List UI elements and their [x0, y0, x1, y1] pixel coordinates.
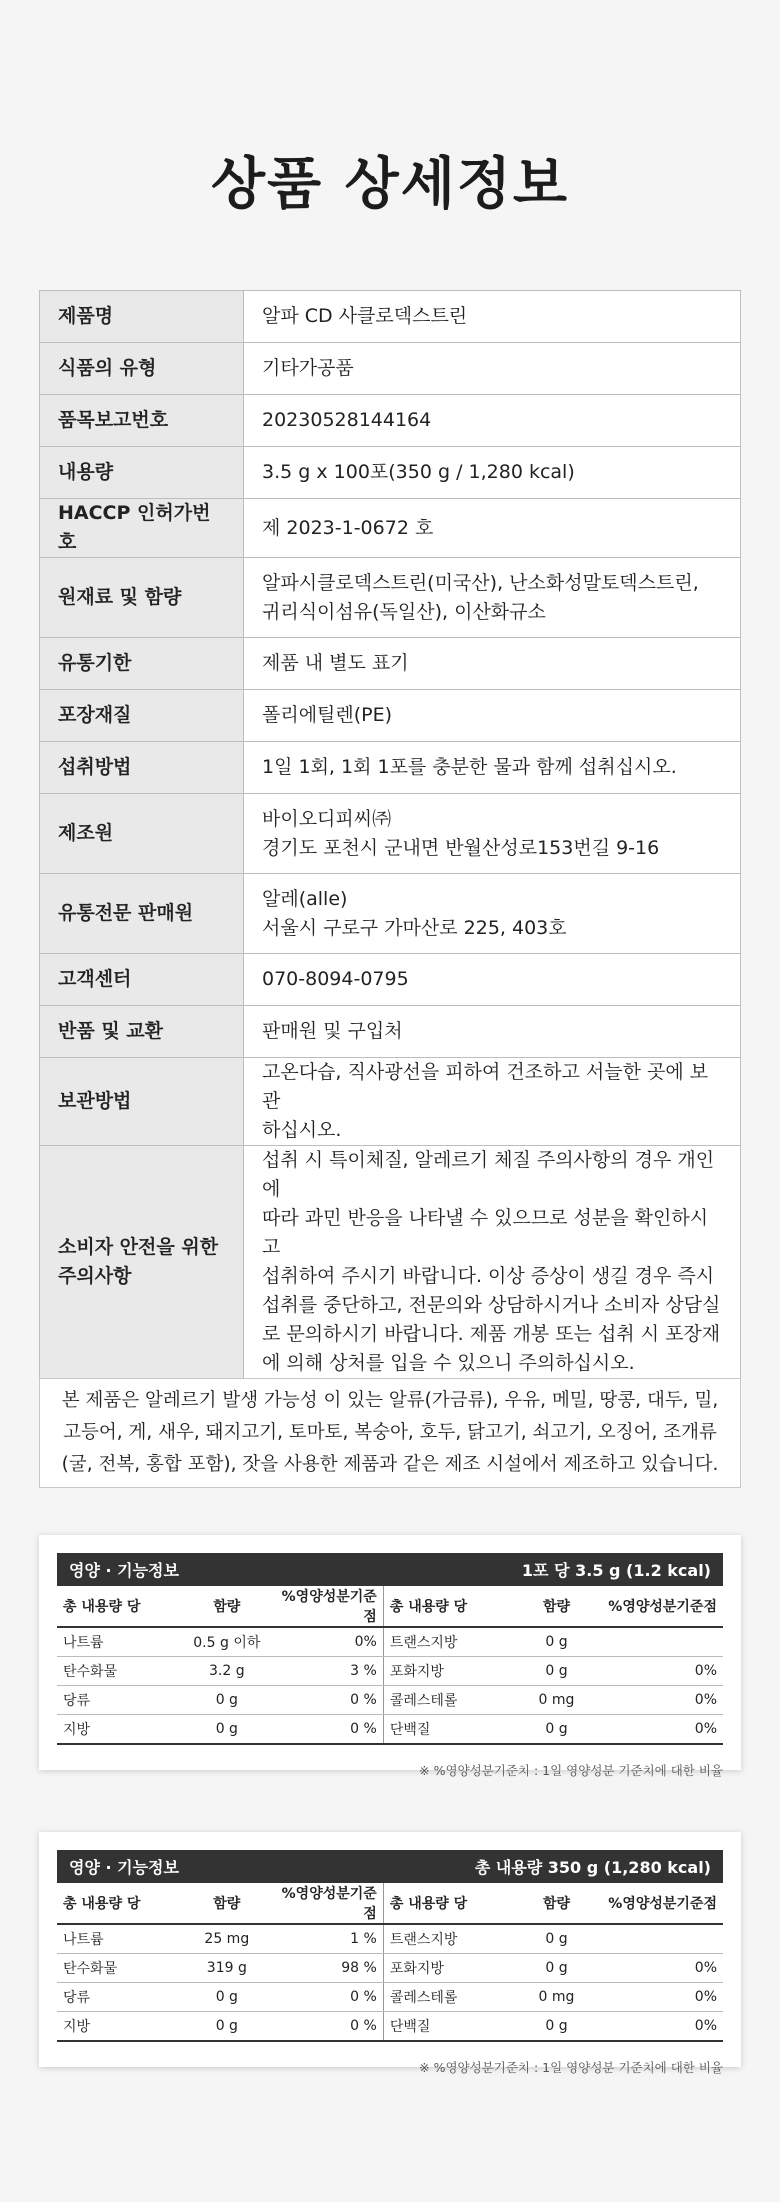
spec-label: 섭취방법 [40, 742, 244, 794]
spec-label: 보관방법 [40, 1058, 244, 1146]
nutrition-header [57, 1553, 723, 1586]
spec-row [40, 558, 741, 638]
nutrition-column-header: 총 내용량 당 [383, 1883, 516, 1924]
nutrition-cell: 3.2 g [184, 1657, 271, 1686]
spec-row [40, 447, 741, 499]
nutrition-cell: 0 g [517, 1715, 597, 1745]
nutrition-column-header: %영양성분기준점 [596, 1586, 723, 1627]
nutrition-column-header: 총 내용량 당 [57, 1883, 184, 1924]
nutrition-cell: 포화지방 [383, 1657, 516, 1686]
nutrition-column-header: %영양성분기준점 [596, 1883, 723, 1924]
spec-value-line: 에 의해 상처를 입을 수 있으니 주의하십시오. [262, 1352, 635, 1374]
nutrition-cell: 98 % [270, 1954, 383, 1983]
nutrition-cell: 단백질 [383, 2012, 516, 2042]
nutrition-row [57, 2012, 723, 2042]
spec-value [244, 690, 741, 742]
spec-value-line: 070-8094-0795 [262, 968, 409, 990]
nutrition-cell: 0 g [184, 1686, 271, 1715]
spec-value-line: 섭취하여 주시기 바랍니다. 이상 증상이 생길 경우 즉시 [262, 1265, 715, 1287]
spec-row [40, 499, 741, 558]
notice-line: 고등어, 게, 새우, 돼지고기, 토마토, 복숭아, 호두, 닭고기, 쇠고기, 오징어, 조개류 [63, 1422, 717, 1443]
nutrition-column-header: %영양성분기준점 [270, 1883, 383, 1924]
nutrition-cell: 0 g [184, 1715, 271, 1745]
nutrition-column-header: 총 내용량 당 [383, 1586, 516, 1627]
nutrition-cell: 0 g [184, 1983, 271, 2012]
nutrition-cell: 0 g [517, 1657, 597, 1686]
nutrition-cell: 0 g [184, 2012, 271, 2042]
spec-value [244, 874, 741, 954]
spec-value-line: 바이오디피씨㈜ [262, 807, 392, 830]
spec-value-line: 따라 과민 반응을 나타낼 수 있으므로 성분을 확인하시고 [262, 1207, 709, 1258]
spec-value-line: 제 2023-1-0672 호 [262, 516, 434, 539]
spec-label: 내용량 [40, 447, 244, 499]
nutrition-cell: 탄수화물 [57, 1954, 184, 1983]
nutrition-cell: 0 g [517, 2012, 597, 2042]
nutrition-cell: 나트륨 [57, 1627, 184, 1657]
spec-value-line: 서울시 구로구 가마산로 225, 403호 [262, 916, 567, 939]
nutrition-cell: 0 g [517, 1924, 597, 1954]
nutrition-row [57, 1627, 723, 1657]
nutrition-cell: 탄수화물 [57, 1657, 184, 1686]
spec-value [244, 1006, 741, 1058]
spec-value-line: 하십시오. [262, 1119, 342, 1141]
nutrition-cell: 지방 [57, 1715, 184, 1745]
spec-value [244, 954, 741, 1006]
spec-value [244, 558, 741, 638]
nutrition-cell: 0 % [270, 1715, 383, 1745]
nutrition-card-total [39, 1832, 741, 2075]
nutrition-cell: 0 mg [517, 1983, 597, 2012]
nutrition-cell: 0% [596, 1954, 723, 1983]
nutrition-column-header: %영양성분기준점 [270, 1586, 383, 1627]
nutrition-card-per-pack [39, 1535, 741, 1778]
nutrition-footnote: ※ %영양성분기준치 : 1일 영양성분 기준치에 대한 비율 [419, 2060, 723, 2075]
spec-value [244, 343, 741, 395]
nutrition-row [57, 1983, 723, 2012]
nutrition-cell: 0% [270, 1627, 383, 1657]
spec-value-line: 제품 내 별도 표기 [262, 652, 409, 674]
nutrition-row [57, 1954, 723, 1983]
nutrition-cell: 콜레스테롤 [383, 1686, 516, 1715]
spec-label: 소비자 안전을 위한 주의사항 [40, 1146, 244, 1379]
spec-value [244, 499, 741, 558]
nutrition-title: 영양 · 기능정보 [69, 1561, 179, 1580]
nutrition-cell: 단백질 [383, 1715, 516, 1745]
allergy-notice [39, 1378, 741, 1488]
nutrition-column-header: 함량 [184, 1883, 271, 1924]
nutrition-cell: 0 % [270, 2012, 383, 2042]
nutrition-cell: 0% [596, 1686, 723, 1715]
spec-row [40, 343, 741, 395]
nutrition-row [57, 1657, 723, 1686]
nutrition-cell: 319 g [184, 1954, 271, 1983]
spec-value-line: 귀리식이섬유(독일산), 이산화규소 [262, 600, 546, 623]
notice-line: 본 제품은 알레르기 발생 가능성 이 있는 알류(가금류), 우유, 메밀, 땅콩, 대두, 밀, [61, 1390, 719, 1411]
nutrition-cell: 0% [596, 1983, 723, 2012]
spec-value-line: 섭취 시 특이체질, 알레르기 체질 주의사항의 경우 개인에 [262, 1149, 715, 1200]
spec-value-line: 기타가공품 [262, 357, 354, 379]
spec-label: HACCP 인허가번호 [40, 499, 244, 558]
spec-value [244, 638, 741, 690]
nutrition-table [57, 1586, 723, 1745]
nutrition-cell: 콜레스테롤 [383, 1983, 516, 2012]
spec-row [40, 291, 741, 343]
nutrition-cell: 포화지방 [383, 1954, 516, 1983]
spec-row [40, 638, 741, 690]
spec-row [40, 1146, 741, 1379]
page-title: 상품 상세정보 [210, 152, 570, 217]
nutrition-cell: 트랜스지방 [383, 1924, 516, 1954]
nutrition-cell: 0 g [517, 1627, 597, 1657]
nutrition-cell [596, 1924, 723, 1954]
spec-value-line: 섭취를 중단하고, 전문의와 상담하시거나 소비자 상담실 [262, 1294, 721, 1316]
product-spec-table [39, 290, 741, 1379]
spec-value-line: 알파 CD 사클로덱스트린 [262, 305, 468, 327]
nutrition-cell: 0% [596, 2012, 723, 2042]
nutrition-cell: 당류 [57, 1983, 184, 2012]
nutrition-cell: 트랜스지방 [383, 1627, 516, 1657]
nutrition-cell: 0% [596, 1715, 723, 1745]
spec-label: 제조원 [40, 794, 244, 874]
nutrition-cell: 당류 [57, 1686, 184, 1715]
nutrition-table [57, 1883, 723, 2042]
spec-value-line: 고온다습, 직사광선을 피하여 건조하고 서늘한 곳에 보관 [262, 1061, 709, 1112]
nutrition-header [57, 1850, 723, 1883]
notice-line: (굴, 전복, 홍합 포함), 잣을 사용한 제품과 같은 제조 시설에서 제조하고 있습니다. [61, 1454, 719, 1475]
spec-value [244, 447, 741, 499]
spec-value [244, 1146, 741, 1379]
spec-value-line: 경기도 포천시 군내면 반월산성로153번길 9-16 [262, 836, 660, 859]
spec-label: 고객센터 [40, 954, 244, 1006]
nutrition-column-header: 함량 [184, 1586, 271, 1627]
nutrition-cell: 0 % [270, 1686, 383, 1715]
spec-value-line: 알레(alle) [262, 887, 348, 910]
nutrition-cell: 1 % [270, 1924, 383, 1954]
nutrition-column-header: 총 내용량 당 [57, 1586, 184, 1627]
nutrition-cell: 나트륨 [57, 1924, 184, 1954]
spec-label: 원재료 및 함량 [40, 558, 244, 638]
nutrition-cell: 0% [596, 1657, 723, 1686]
nutrition-cell: 3 % [270, 1657, 383, 1686]
spec-row [40, 395, 741, 447]
spec-row [40, 794, 741, 874]
spec-label: 식품의 유형 [40, 343, 244, 395]
spec-value-line: 3.5 g x 100포(350 g / 1,280 kcal) [262, 461, 575, 483]
nutrition-title: 영양 · 기능정보 [69, 1858, 179, 1877]
spec-label: 유통전문 판매원 [40, 874, 244, 954]
spec-row [40, 690, 741, 742]
nutrition-cell [596, 1627, 723, 1657]
spec-value-line: 폴리에틸렌(PE) [262, 704, 393, 726]
spec-row [40, 1006, 741, 1058]
spec-value [244, 742, 741, 794]
spec-label: 반품 및 교환 [40, 1006, 244, 1058]
spec-value [244, 291, 741, 343]
spec-value-line: 로 문의하시기 바랍니다. 제품 개봉 또는 섭취 시 포장재 [262, 1323, 721, 1345]
nutrition-footnote: ※ %영양성분기준치 : 1일 영양성분 기준치에 대한 비율 [419, 1763, 723, 1778]
spec-value [244, 395, 741, 447]
nutrition-column-header: 함량 [517, 1586, 597, 1627]
nutrition-cell: 0.5 g 이하 [184, 1627, 271, 1657]
spec-value-line: 알파시클로덱스트린(미국산), 난소화성말토덱스트린, [262, 571, 699, 594]
nutrition-cell: 25 mg [184, 1924, 271, 1954]
spec-value-line: 20230528144164 [262, 409, 432, 431]
spec-label: 품목보고번호 [40, 395, 244, 447]
nutrition-basis: 총 내용량 350 g (1,280 kcal) [474, 1858, 711, 1877]
nutrition-basis: 1포 당 3.5 g (1.2 kcal) [521, 1561, 711, 1580]
spec-row [40, 954, 741, 1006]
nutrition-cell: 0 % [270, 1983, 383, 2012]
spec-row [40, 1058, 741, 1146]
spec-row [40, 874, 741, 954]
nutrition-row [57, 1715, 723, 1745]
nutrition-cell: 0 g [517, 1954, 597, 1983]
spec-label: 포장재질 [40, 690, 244, 742]
nutrition-cell: 0 mg [517, 1686, 597, 1715]
spec-value-line: 판매원 및 구입처 [262, 1020, 403, 1042]
spec-label: 유통기한 [40, 638, 244, 690]
nutrition-row [57, 1924, 723, 1954]
spec-row [40, 742, 741, 794]
spec-value [244, 794, 741, 874]
nutrition-cell: 지방 [57, 2012, 184, 2042]
nutrition-row [57, 1686, 723, 1715]
spec-value [244, 1058, 741, 1146]
nutrition-column-header: 함량 [517, 1883, 597, 1924]
spec-label: 제품명 [40, 291, 244, 343]
spec-value-line: 1일 1회, 1회 1포를 충분한 물과 함께 섭취십시오. [262, 756, 677, 778]
